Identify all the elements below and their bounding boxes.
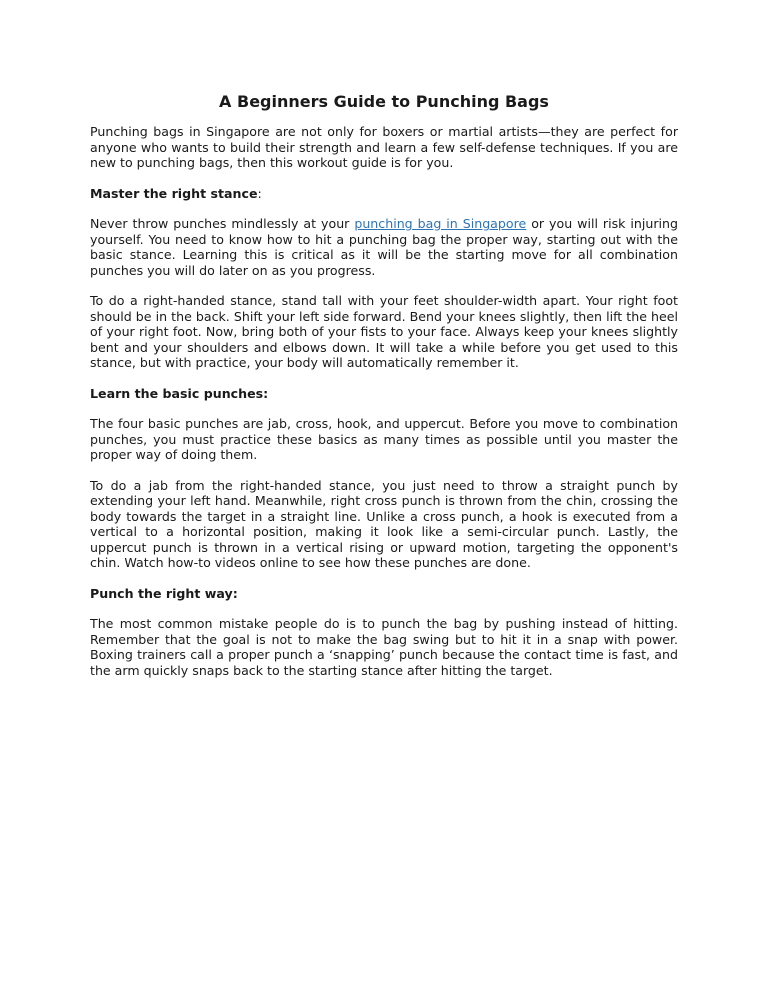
stance-paragraph-2: To do a right-handed stance, stand tall with your feet shoulder-width apart. Your right foot should be in the back. Shift your left side forward. Bend your knees slightly, then lift the heel of your right foot. Now, bring both of your fists to your face. Always keep your knees slightly bent and your shoulders and elbows down. It will take a while before you get used to this stance, but with practice, your body will automatically remember it. bbox=[90, 293, 678, 370]
stance-paragraph-1-before: Never throw punches mindlessly at your bbox=[90, 216, 355, 231]
stance-paragraph-1 bbox=[90, 216, 678, 278]
page-title: A Beginners Guide to Punching Bags bbox=[219, 92, 549, 111]
punches-paragraph-2: To do a jab from the right-handed stance, you just need to throw a straight punch by extending your left hand. Meanwhile, right cross punch is thrown from the chin, crossing the body towards the target in a straight line. Unlike a cross punch, a hook is executed from a vertical to a horizontal position, making it look like a semi-circular punch. Lastly, the uppercut punch is thrown in a vertical rising or upward motion, targeting the opponent's chin. Watch how-to videos online to see how these punches are done. bbox=[90, 477, 678, 570]
punching-bag-link[interactable]: punching bag in Singapore bbox=[354, 216, 527, 231]
stance-paragraph-1-after: or you will risk injuring yourself. You need to know how to hit a punching bag the proper way, starting out with the basic stance. Learning this is critical as it will be the starting move for all combination punches you will do later on as you progress. bbox=[90, 216, 679, 278]
section-heading-stance-colon: : bbox=[257, 185, 262, 201]
punches-paragraph-1: The four basic punches are jab, cross, hook, and uppercut. Before you move to combination punches, you must practice these basics as many times as possible until you master the proper way of doing them. bbox=[90, 416, 678, 462]
document-page bbox=[90, 92, 678, 693]
punch-way-paragraph-1: The most common mistake people do is to punch the bag by pushing instead of hitting. Remember that the goal is not to make the bag swing but to hit it in a snap with power. Boxing trainers call a proper punch a ‘snapping’ punch because the contact time is fast, and the arm quickly snaps back to the starting stance after hitting the target. bbox=[90, 616, 678, 678]
section-heading-punches: Learn the basic punches: bbox=[90, 385, 269, 401]
section-heading-punch-way: Punch the right way: bbox=[90, 585, 238, 601]
section-heading-stance-text: Master the right stance bbox=[90, 185, 258, 201]
section-heading-stance bbox=[90, 186, 678, 202]
intro-paragraph: Punching bags in Singapore are not only for boxers or martial artists—they are perfect for anyone who wants to build their strength and learn a few self-defense techniques. If you are new to punching bags, then this workout guide is for you. bbox=[90, 124, 678, 170]
